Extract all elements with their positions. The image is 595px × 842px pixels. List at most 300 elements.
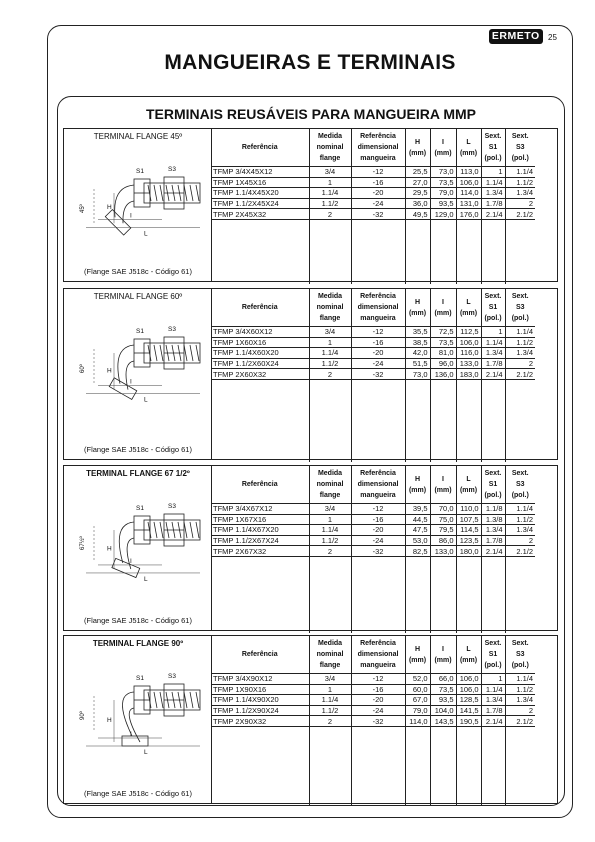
cell-hose-dimension: -12 [351, 674, 405, 685]
column-header-i [430, 129, 456, 167]
header-line: (mm) [459, 656, 478, 664]
empty-cell [481, 556, 505, 633]
header-line: Referência [241, 651, 278, 658]
empty-cell [456, 219, 481, 284]
header-line: H [414, 645, 421, 653]
cell-l-mm: 110,0 [456, 504, 481, 515]
cell-h-mm: 44,5 [405, 514, 430, 525]
empty-cell [430, 556, 456, 633]
header-line: S1 [488, 481, 498, 488]
header-line: H [414, 475, 421, 483]
cell-l-mm: 106,0 [456, 177, 481, 188]
cell-hex-s3: 1.1/4 [505, 504, 535, 515]
cell-hex-s3: 2 [505, 535, 535, 546]
empty-cell [351, 556, 405, 633]
label-l: L [144, 230, 148, 238]
cell-i-mm: 73,5 [430, 177, 456, 188]
cell-l-mm: 190,5 [456, 716, 481, 727]
column-header-i [430, 466, 456, 504]
header-line: Sext. [484, 640, 502, 647]
cell-h-mm: 27,0 [405, 177, 430, 188]
fitting-section [63, 288, 558, 460]
cell-reference: TFMP 1X45X16 [211, 177, 309, 188]
cell-nominal-flange: 1.1/2 [309, 705, 351, 716]
cell-hex-s1: 1.1/4 [481, 337, 505, 348]
cell-hex-s1: 1.1/4 [481, 177, 505, 188]
header-line: flange [319, 155, 341, 162]
flange-caption: (Flange SAE J518c - Código 61) [84, 789, 192, 798]
cell-nominal-flange: 1.1/4 [309, 695, 351, 706]
fitting-drawing [74, 648, 204, 758]
cell-l-mm: 107,5 [456, 514, 481, 525]
column-header-s1 [481, 636, 505, 674]
table-filler-row [211, 556, 535, 633]
hose-thread-line [160, 692, 163, 708]
header-line: (pol.) [511, 492, 529, 499]
label-angle: 45º [80, 204, 86, 213]
fitting-section [63, 635, 558, 804]
table-row [211, 369, 535, 380]
header-line: mangueira [360, 315, 396, 322]
header-line: (mm) [408, 656, 427, 664]
header-line: Referência [360, 470, 396, 477]
cell-i-mm: 70,0 [430, 504, 456, 515]
cell-l-mm: 123,5 [456, 535, 481, 546]
label-h: H [107, 204, 112, 212]
cell-h-mm: 52,0 [405, 674, 430, 685]
header-line: (mm) [459, 309, 478, 317]
header-line: Sext. [484, 293, 502, 300]
cell-h-mm: 39,5 [405, 504, 430, 515]
hose-thread-line [196, 185, 199, 201]
cell-i-mm: 96,0 [430, 358, 456, 369]
label-s1: S1 [136, 505, 144, 512]
header-line: nominal [316, 651, 344, 658]
header-line: L [466, 138, 471, 146]
label-angle: 90º [80, 711, 86, 720]
cell-reference: TFMP 2X60X32 [211, 369, 309, 380]
logo-text: ERMETO [492, 31, 540, 42]
page-title: MANGUEIRAS E TERMINAIS [164, 51, 456, 74]
fitting-drawing-box [64, 636, 212, 803]
cell-h-mm: 25,5 [405, 167, 430, 178]
cell-hose-dimension: -20 [351, 188, 405, 199]
cell-i-mm: 136,0 [430, 369, 456, 380]
column-header-ref [211, 466, 309, 504]
cell-hose-dimension: -12 [351, 504, 405, 515]
label-h: H [107, 717, 112, 724]
table-row [211, 716, 535, 727]
empty-cell [211, 379, 309, 462]
cell-l-mm: 133,0 [456, 358, 481, 369]
cell-hex-s1: 1.3/4 [481, 525, 505, 536]
fitting-drawing-box [64, 466, 212, 630]
header-line: Referência [241, 144, 278, 151]
cell-nominal-flange: 2 [309, 369, 351, 380]
header-line: S3 [515, 651, 525, 658]
cell-nominal-flange: 3/4 [309, 674, 351, 685]
cell-nominal-flange: 1.1/2 [309, 535, 351, 546]
label-s1: S1 [136, 168, 144, 175]
empty-cell [456, 556, 481, 633]
column-header-s1 [481, 289, 505, 327]
cell-h-mm: 51,5 [405, 358, 430, 369]
cell-hex-s1: 2.1/4 [481, 716, 505, 727]
column-header-ref [211, 636, 309, 674]
column-header-s3 [505, 289, 535, 327]
cell-reference: TFMP 1.1/2X45X24 [211, 198, 309, 209]
cell-i-mm: 104,0 [430, 705, 456, 716]
header-line: (mm) [434, 656, 452, 664]
table-row [211, 209, 535, 220]
column-header-med [309, 129, 351, 167]
cell-reference: TFMP 1X90X16 [211, 684, 309, 695]
table-filler-row [211, 379, 535, 462]
cell-hex-s3: 2 [505, 198, 535, 209]
table-row [211, 535, 535, 546]
cell-i-mm: 66,0 [430, 674, 456, 685]
cell-hose-dimension: -24 [351, 358, 405, 369]
empty-cell [405, 379, 430, 462]
elbow-inner [123, 201, 134, 223]
elbow-outer [119, 522, 134, 563]
fitting-drawing [74, 141, 204, 251]
cell-hose-dimension: -24 [351, 705, 405, 716]
empty-cell [405, 726, 430, 806]
hose-thread-line [190, 692, 193, 708]
cell-hex-s1: 2.1/4 [481, 209, 505, 220]
cell-hose-dimension: -24 [351, 535, 405, 546]
header-line: (pol.) [484, 315, 502, 322]
empty-cell [351, 379, 405, 462]
table-row [211, 327, 535, 338]
empty-cell [430, 726, 456, 806]
header-line: (mm) [459, 149, 478, 157]
cell-reference: TFMP 2X90X32 [211, 716, 309, 727]
cell-hex-s3: 1.3/4 [505, 348, 535, 359]
header-line: Medida [317, 640, 343, 647]
cell-hex-s1: 1.7/8 [481, 705, 505, 716]
header-line: S3 [515, 144, 525, 151]
column-header-s3 [505, 636, 535, 674]
header-line: I [442, 475, 444, 483]
flange [109, 378, 137, 400]
cell-hose-dimension: -12 [351, 327, 405, 338]
cell-l-mm: 116,0 [456, 348, 481, 359]
hose-thread-line [160, 185, 163, 201]
cell-reference: TFMP 1.1/2X90X24 [211, 705, 309, 716]
label-l: L [144, 749, 148, 756]
cell-hex-s3: 1.3/4 [505, 525, 535, 536]
header-line: Sext. [511, 293, 529, 300]
column-header-med [309, 636, 351, 674]
cell-hex-s3: 1.1/2 [505, 514, 535, 525]
hose-thread-line [160, 522, 163, 538]
hose-thread-line [196, 692, 199, 708]
table-header-row [211, 289, 535, 327]
hose-thread-line [196, 522, 199, 538]
cell-i-mm: 72,5 [430, 327, 456, 338]
header-line: I [442, 138, 444, 146]
cell-reference: TFMP 2X67X32 [211, 546, 309, 557]
column-header-h [405, 289, 430, 327]
fitting-drawing [74, 301, 204, 411]
cell-hose-dimension: -16 [351, 177, 405, 188]
column-header-s1 [481, 466, 505, 504]
cell-reference: TFMP 3/4X60X12 [211, 327, 309, 338]
cell-hex-s3: 1.1/4 [505, 327, 535, 338]
flange-caption: (Flange SAE J518c - Código 61) [84, 616, 192, 625]
column-header-l [456, 636, 481, 674]
label-h: H [107, 545, 112, 553]
header-line: (mm) [434, 309, 452, 317]
table-row [211, 188, 535, 199]
cell-reference: TFMP 3/4X67X12 [211, 504, 309, 515]
cell-hose-dimension: -12 [351, 167, 405, 178]
cell-l-mm: 141,5 [456, 705, 481, 716]
label-i: I [130, 731, 132, 738]
table-row [211, 674, 535, 685]
cell-hex-s3: 2 [505, 705, 535, 716]
table-header-row [211, 636, 535, 674]
cell-h-mm: 73,0 [405, 369, 430, 380]
label-s3: S3 [168, 673, 176, 680]
page-number: 25 [548, 33, 557, 42]
header-line: Referência [360, 293, 396, 300]
header-line: (mm) [408, 149, 427, 157]
cell-nominal-flange: 2 [309, 546, 351, 557]
cell-hex-s1: 1.3/4 [481, 695, 505, 706]
cell-hex-s1: 1.1/8 [481, 504, 505, 515]
cell-nominal-flange: 1 [309, 514, 351, 525]
cell-hex-s1: 1.3/4 [481, 348, 505, 359]
fitting-section [63, 465, 558, 631]
header-line: (pol.) [511, 662, 529, 669]
cell-nominal-flange: 3/4 [309, 167, 351, 178]
header-line: dimensional [357, 304, 399, 311]
label-i: I [130, 557, 132, 565]
column-header-i [430, 636, 456, 674]
empty-cell [505, 219, 535, 284]
table-row [211, 348, 535, 359]
hose-thread-line [190, 185, 193, 201]
column-header-i [430, 289, 456, 327]
cell-nominal-flange: 3/4 [309, 327, 351, 338]
header-line: S1 [488, 144, 498, 151]
empty-cell [430, 379, 456, 462]
hose-thread-line [184, 345, 187, 361]
header-line: Sext. [484, 470, 502, 477]
table-row [211, 514, 535, 525]
header-line: Referência [360, 640, 396, 647]
cell-reference: TFMP 1X60X16 [211, 337, 309, 348]
section-title: TERMINAL FLANGE 90º [92, 639, 184, 648]
cell-nominal-flange: 3/4 [309, 504, 351, 515]
column-header-dim [351, 466, 405, 504]
header-line: Sext. [511, 133, 529, 140]
label-h: H [107, 367, 112, 375]
cell-reference: TFMP 1.1/4X90X20 [211, 695, 309, 706]
header-line: nominal [316, 481, 344, 488]
cell-h-mm: 79,0 [405, 705, 430, 716]
cell-hex-s1: 1 [481, 167, 505, 178]
cell-h-mm: 67,0 [405, 695, 430, 706]
empty-cell [351, 219, 405, 284]
column-header-h [405, 129, 430, 167]
hose-thread-line [154, 692, 157, 708]
hose-thread-line [184, 522, 187, 538]
header-line: Referência [241, 304, 278, 311]
table-filler-row [211, 219, 535, 284]
cell-nominal-flange: 1 [309, 337, 351, 348]
cell-l-mm: 106,0 [456, 337, 481, 348]
cell-reference: TFMP 1.1/4X45X20 [211, 188, 309, 199]
cell-l-mm: 113,0 [456, 167, 481, 178]
empty-cell [211, 726, 309, 806]
hose-thread-line [196, 345, 199, 361]
header-line: nominal [316, 144, 344, 151]
cell-reference: TFMP 1.1/2X60X24 [211, 358, 309, 369]
cell-hex-s3: 1.1/4 [505, 674, 535, 685]
cell-hose-dimension: -16 [351, 514, 405, 525]
cell-h-mm: 60,0 [405, 684, 430, 695]
header-line: (mm) [434, 149, 452, 157]
cell-hose-dimension: -32 [351, 209, 405, 220]
header-line: flange [319, 315, 341, 322]
flange [105, 210, 130, 235]
header-line: mangueira [360, 155, 396, 162]
header-line: flange [319, 492, 341, 499]
cell-h-mm: 35,5 [405, 327, 430, 338]
cell-i-mm: 86,0 [430, 535, 456, 546]
table-row [211, 546, 535, 557]
empty-cell [351, 726, 405, 806]
cell-hex-s3: 2.1/2 [505, 716, 535, 727]
table-row [211, 695, 535, 706]
header-line: Sext. [484, 133, 502, 140]
column-header-s1 [481, 129, 505, 167]
hose-thread-line [154, 522, 157, 538]
header-line: Sext. [511, 640, 529, 647]
cell-l-mm: 131,0 [456, 198, 481, 209]
elbow-outer [122, 692, 134, 736]
cell-h-mm: 82,5 [405, 546, 430, 557]
section-title: TERMINAL FLANGE 60º [93, 292, 183, 301]
cell-hex-s3: 1.3/4 [505, 695, 535, 706]
header-line: (pol.) [484, 155, 502, 162]
cell-i-mm: 79,0 [430, 188, 456, 199]
cell-l-mm: 114,0 [456, 188, 481, 199]
header-line: S3 [515, 304, 525, 311]
empty-cell [481, 219, 505, 284]
cell-nominal-flange: 1.1/4 [309, 525, 351, 536]
empty-cell [505, 726, 535, 806]
header-line: (pol.) [511, 155, 529, 162]
cell-l-mm: 183,0 [456, 369, 481, 380]
cell-l-mm: 114,5 [456, 525, 481, 536]
cell-hose-dimension: -16 [351, 337, 405, 348]
cell-hex-s1: 1.7/8 [481, 198, 505, 209]
header-line: Referência [360, 133, 396, 140]
cell-hex-s1: 2.1/4 [481, 546, 505, 557]
label-l: L [144, 575, 148, 583]
cell-l-mm: 106,0 [456, 674, 481, 685]
cell-hose-dimension: -32 [351, 716, 405, 727]
cell-i-mm: 81,0 [430, 348, 456, 359]
header-line: Medida [317, 470, 343, 477]
header-line: dimensional [357, 651, 399, 658]
section-title: TERMINAL FLANGE 45º [93, 132, 183, 141]
cell-i-mm: 73,5 [430, 684, 456, 695]
cell-nominal-flange: 1.1/4 [309, 188, 351, 199]
empty-cell [405, 219, 430, 284]
label-l: L [144, 396, 148, 404]
table-row [211, 337, 535, 348]
cell-i-mm: 133,0 [430, 546, 456, 557]
header-line: H [414, 298, 421, 306]
spec-table [211, 466, 535, 633]
cell-hex-s1: 1.7/8 [481, 535, 505, 546]
cell-i-mm: 75,0 [430, 514, 456, 525]
header-line: Sext. [511, 470, 529, 477]
header-line: Medida [317, 293, 343, 300]
header-line: (mm) [459, 486, 478, 494]
table-row [211, 198, 535, 209]
column-header-l [456, 466, 481, 504]
cell-l-mm: 180,0 [456, 546, 481, 557]
header-line: (mm) [408, 309, 427, 317]
flange [122, 736, 148, 746]
cell-hose-dimension: -20 [351, 525, 405, 536]
cell-hex-s1: 1.3/4 [481, 188, 505, 199]
empty-cell [309, 726, 351, 806]
column-header-h [405, 636, 430, 674]
header-line: (pol.) [484, 492, 502, 499]
table-header-row [211, 129, 535, 167]
header-line: I [442, 298, 444, 306]
table-header-row [211, 466, 535, 504]
flange-caption: (Flange SAE J518c - Código 61) [84, 445, 192, 454]
cell-hose-dimension: -32 [351, 369, 405, 380]
label-i: I [130, 212, 132, 220]
cell-l-mm: 128,5 [456, 695, 481, 706]
cell-h-mm: 49,5 [405, 209, 430, 220]
cell-hex-s1: 2.1/4 [481, 369, 505, 380]
cell-hose-dimension: -16 [351, 684, 405, 695]
cell-hose-dimension: -20 [351, 695, 405, 706]
label-angle: 60º [80, 364, 86, 373]
cell-reference: TFMP 3/4X90X12 [211, 674, 309, 685]
column-header-ref [211, 129, 309, 167]
table-row [211, 167, 535, 178]
header-line: mangueira [360, 662, 396, 669]
spec-table [211, 289, 535, 462]
empty-cell [481, 726, 505, 806]
cell-nominal-flange: 1.1/2 [309, 198, 351, 209]
cell-hex-s3: 1.1/4 [505, 167, 535, 178]
column-header-dim [351, 289, 405, 327]
column-header-l [456, 129, 481, 167]
column-header-h [405, 466, 430, 504]
empty-cell [211, 219, 309, 284]
label-angle: 67½º [80, 536, 86, 550]
empty-cell [405, 556, 430, 633]
label-i: I [130, 378, 132, 386]
hose-thread-line [154, 345, 157, 361]
empty-cell [456, 726, 481, 806]
cell-hose-dimension: -20 [351, 348, 405, 359]
cell-hose-dimension: -24 [351, 198, 405, 209]
